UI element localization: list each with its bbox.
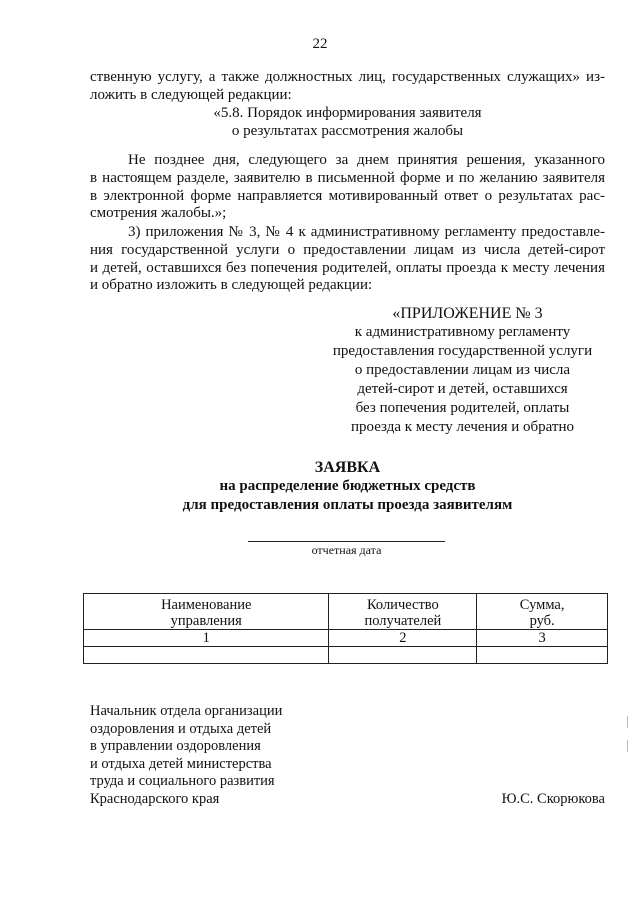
appendix-block [310, 304, 615, 437]
empty-cell-2 [329, 647, 477, 664]
margin-mark-1 [627, 716, 628, 728]
appendix-title: «ПРИЛОЖЕНИЕ № 3 [392, 305, 543, 322]
paragraph1-line-2: в настоящем разделе, заявителю в письменной форме и по желанию заявителя [90, 169, 605, 186]
col-number-1: 1 [84, 630, 329, 647]
empty-cell-3 [477, 647, 608, 664]
appendix-line-2: предоставления государственной услуги [332, 343, 593, 359]
appendix-line-4: детей-сирот и детей, оставшихся [357, 381, 568, 397]
signature-line-4: и отдыха детей министерства [90, 755, 272, 772]
header-recipients: Количество получателей [329, 594, 477, 630]
margin-mark-2 [627, 740, 628, 752]
paragraph2-line-4: и обратно изложить в следующей редакции: [90, 277, 373, 294]
col-number-3: 3 [477, 630, 608, 647]
section-heading-line-1: «5.8. Порядок информирования заявителя [213, 105, 482, 121]
paragraph1-line-1: Не позднее дня, следующего за днем принятия решения, указанного [128, 152, 605, 168]
col-number-2: 2 [329, 630, 477, 647]
signature-block [90, 703, 282, 808]
paragraph2-line-1: 3) приложения № 3, № 4 к административному регламенту предоставле- [128, 224, 605, 240]
signatory-name: Ю.С. Скорюкова [501, 791, 605, 807]
paragraph2-line-2: ния государственной услуги о предоставлении лицам из числа детей-сирот [90, 241, 605, 258]
header-sum: Сумма, руб. [477, 594, 608, 630]
table-header-row [84, 594, 608, 630]
intro-paragraph [90, 69, 605, 105]
table-row-numbers [84, 630, 608, 647]
signature-line-5: труда и социального развития [90, 773, 275, 789]
request-subtitle-1: на распределение бюджетных средств [219, 478, 476, 494]
request-subtitle-2: для предоставления оплаты проезда заявителям [182, 497, 513, 513]
signature-line-3: в управлении оздоровления [90, 738, 261, 754]
request-table [83, 593, 608, 664]
paragraph1-line-3: в электронной форме направляется мотивированный ответ о результатах рас- [90, 187, 605, 204]
request-title-block [90, 458, 605, 515]
paragraph-appendices [90, 224, 605, 295]
appendix-line-5: без попечения родителей, оплаты [355, 400, 570, 416]
section-heading-line-2: о результатах рассмотрения жалобы [231, 123, 464, 139]
paragraph-reply [90, 152, 605, 223]
appendix-line-1: к административному регламенту [354, 324, 571, 340]
report-date-label: отчетная дата [311, 543, 382, 557]
page-number: 22 [312, 36, 328, 52]
paragraph2-line-3: и детей, оставшихся без попечения родителей, оплаты проезда к месту лечения [90, 259, 605, 276]
signature-line-1: Начальник отдела организации [90, 703, 283, 719]
request-title: ЗАЯВКА [314, 459, 381, 476]
table-row-empty [84, 647, 608, 664]
signature-line-6: Краснодарского края [90, 790, 220, 807]
section-heading [90, 104, 605, 140]
intro-line-2: ложить в следующей редакции: [90, 86, 292, 103]
paragraph1-line-4: смотрения жалобы.»; [90, 205, 227, 222]
report-date-line [248, 541, 445, 542]
appendix-line-3: о предоставлении лицам из числа [354, 362, 571, 378]
appendix-line-6: проезда к месту лечения и обратно [350, 419, 574, 435]
empty-cell-1 [84, 647, 329, 664]
header-department: Наименование управления [84, 594, 329, 630]
intro-line-1: ственную услугу, а также должностных лиц, государственных служащих» из- [90, 69, 605, 85]
signature-line-2: оздоровления и отдыха детей [90, 720, 272, 737]
